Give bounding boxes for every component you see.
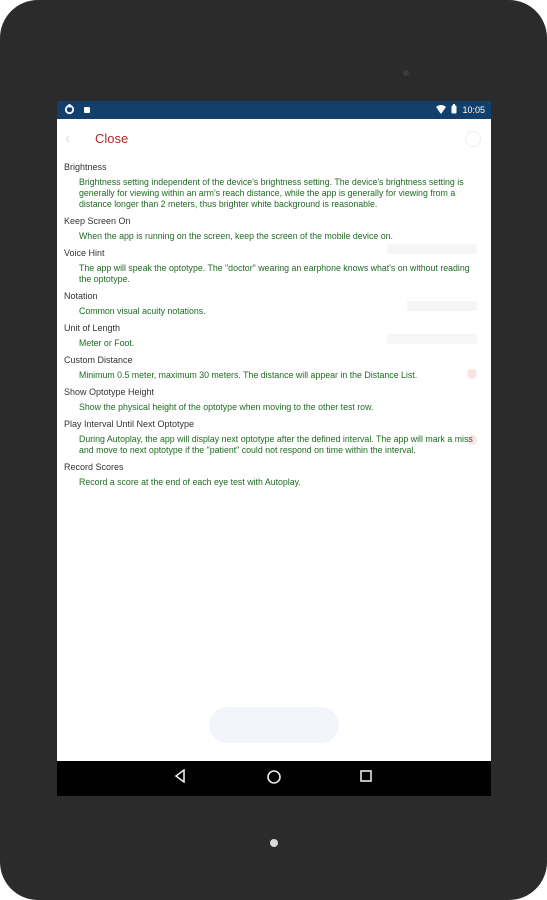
help-item-description: During Autoplay, the app will display next optotype after the defined interval. The app will mark a miss and move to next optotype if the "patient" could not respond on time within the interval.	[79, 434, 473, 455]
help-item-description: Minimum 0.5 meter, maximum 30 meters. The distance will appear in the Distance List.	[79, 370, 418, 380]
help-item-title: Keep Screen On	[64, 216, 131, 226]
help-list	[64, 161, 482, 493]
home-sensor-dot	[270, 839, 278, 847]
help-item-description: When the app is running on the screen, keep the screen of the mobile device on.	[79, 231, 393, 241]
help-item-title: Unit of Length	[64, 323, 121, 333]
home-icon[interactable]	[265, 769, 283, 787]
sync-icon	[64, 104, 75, 117]
help-item	[64, 322, 482, 349]
help-item-description: Record a score at the end of each eye test with Autoplay.	[79, 477, 301, 487]
help-item-description: Show the physical height of the optotype when moving to the other test row.	[79, 402, 374, 412]
help-item-description: Brightness setting independent of the device's brightness setting. The device's brightness setting is generally for viewing within an arm's reach distance, while the app is generally for viewing from a distance longer than 2 meters, thus brighter white background is reasonable.	[79, 177, 464, 209]
help-item-description: Meter or Foot.	[79, 338, 135, 348]
help-item-description: The app will speak the optotype. The "doctor" wearing an earphone knows what's on without reading the optotype.	[79, 263, 470, 284]
background-button-ghost	[209, 707, 339, 743]
back-icon[interactable]	[171, 769, 189, 787]
dialog-toolbar	[57, 119, 491, 157]
help-item	[64, 461, 482, 488]
help-item-description: Common visual acuity notations.	[79, 306, 206, 316]
help-item-title: Brightness	[64, 162, 107, 172]
help-item-title: Voice Hint	[64, 248, 105, 258]
notification-icon	[83, 106, 91, 116]
help-item-title: Record Scores	[64, 462, 124, 472]
screen	[57, 101, 491, 796]
navigation-bar	[57, 761, 491, 796]
back-arrow-icon: ‹	[65, 130, 71, 147]
close-button[interactable]: Close	[95, 131, 129, 146]
help-item	[64, 247, 482, 285]
help-item	[64, 215, 482, 242]
front-camera	[403, 70, 409, 76]
status-time: 10:05	[462, 105, 485, 115]
help-item	[64, 290, 482, 317]
wifi-icon	[436, 105, 446, 116]
recents-icon[interactable]	[357, 769, 375, 787]
help-item-title: Show Optotype Height	[64, 387, 155, 397]
help-dialog	[57, 119, 491, 761]
help-item	[64, 161, 482, 210]
help-item-title: Custom Distance	[64, 355, 133, 365]
status-bar	[57, 101, 491, 119]
help-item	[64, 386, 482, 413]
help-item	[64, 354, 482, 381]
help-item	[64, 418, 482, 456]
help-item-title: Play Interval Until Next Optotype	[64, 419, 195, 429]
battery-icon	[451, 104, 457, 116]
help-item-title: Notation	[64, 291, 98, 301]
